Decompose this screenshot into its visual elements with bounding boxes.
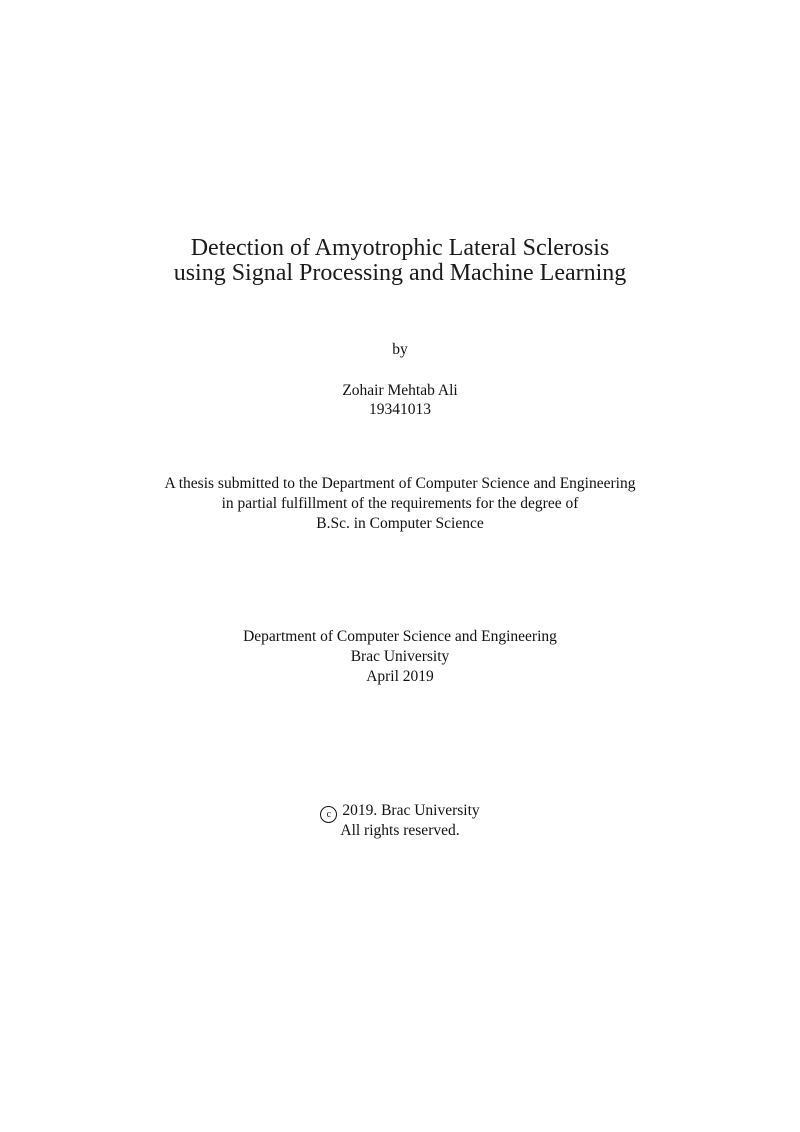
thesis-title-line-2: using Signal Processing and Machine Learning xyxy=(173,260,627,286)
copyright-notice xyxy=(0,801,800,823)
degree-line: B.Sc. in Computer Science xyxy=(316,515,484,532)
student-id: 19341013 xyxy=(369,401,431,418)
author-name: Zohair Mehtab Ali xyxy=(342,382,458,399)
submission-date: April 2019 xyxy=(366,668,434,685)
rights-reserved: All rights reserved. xyxy=(340,822,460,839)
copyright-text: 2019. Brac University xyxy=(342,802,480,819)
copyright-icon: c xyxy=(320,806,337,823)
department-name: Department of Computer Science and Engineering xyxy=(243,628,557,645)
thesis-title-line-1: Detection of Amyotrophic Lateral Sclerosis xyxy=(190,235,610,261)
submission-line-1: A thesis submitted to the Department of Computer Science and Engineering xyxy=(164,475,636,492)
university-name: Brac University xyxy=(350,648,450,665)
by-label: by xyxy=(392,341,408,358)
submission-line-2: in partial fulfillment of the requirements for the degree of xyxy=(221,495,579,512)
